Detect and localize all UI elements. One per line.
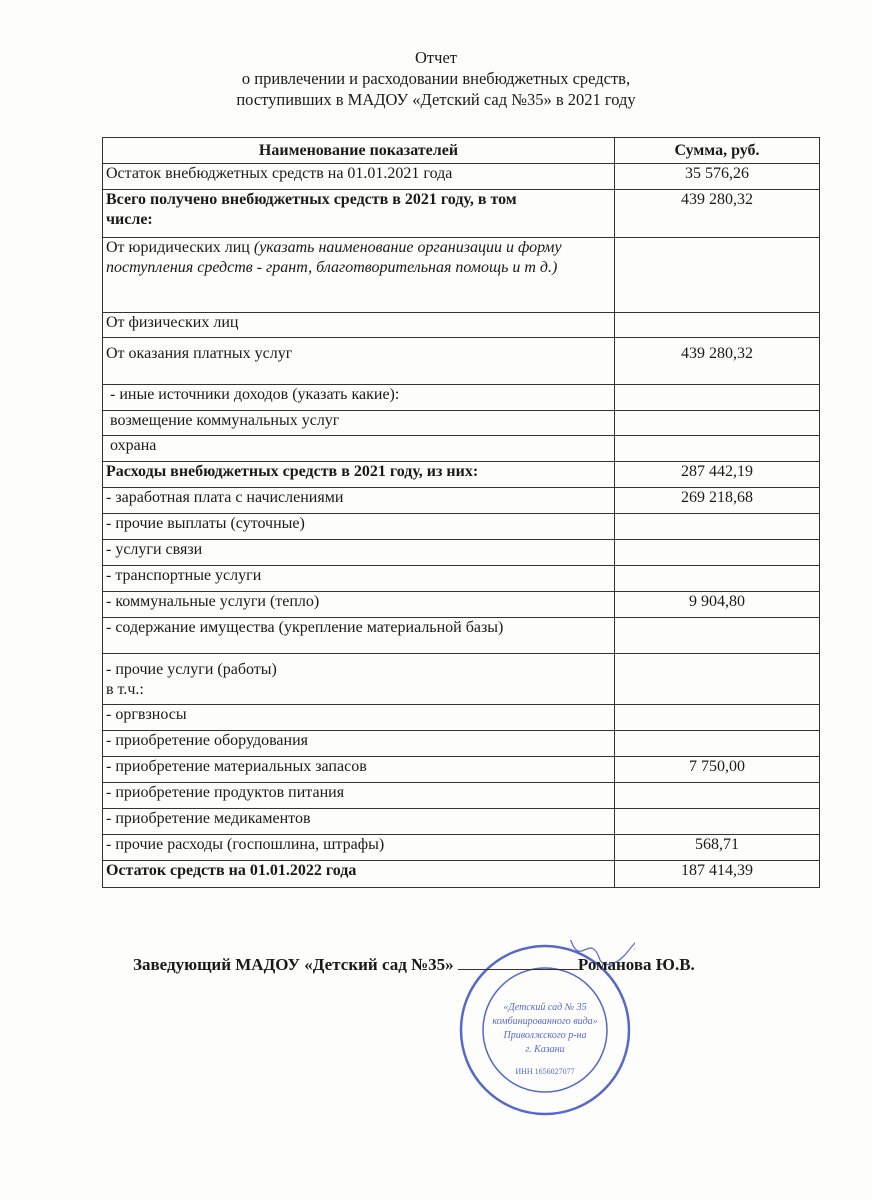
row-label: - оргвзносы	[103, 705, 615, 731]
row-value	[615, 809, 820, 835]
row-value: 269 218,68	[615, 488, 820, 514]
table-row	[103, 190, 820, 238]
row-label: От оказания платных услуг	[103, 338, 615, 385]
stamp-text: комбинированного вида»	[492, 1016, 598, 1027]
row-label: От физических лиц	[103, 313, 615, 338]
row-label-line1: - прочие услуги (работы)	[106, 661, 277, 678]
row-note: (указать наименование организации и форму поступления средств - грант, благотворительная помощь и т д.)	[106, 239, 562, 276]
report-subtitle-1: о привлечении и расходовании внебюджетных средств,	[241, 69, 631, 88]
stamp-text: «Детский сад № 35	[503, 1002, 587, 1013]
table-row	[103, 783, 820, 809]
stamp-text: г. Казани	[525, 1044, 565, 1055]
stamp-inn: ИНН 1656027077	[515, 1067, 575, 1076]
table-row	[103, 164, 820, 190]
row-value	[615, 731, 820, 757]
row-value	[615, 514, 820, 540]
table-row	[103, 411, 820, 436]
row-value	[615, 618, 820, 654]
row-value	[615, 566, 820, 592]
table-row	[103, 654, 820, 705]
row-value	[615, 783, 820, 809]
row-label: - приобретение материальных запасов	[103, 757, 615, 783]
row-label: - приобретение продуктов питания	[103, 783, 615, 809]
table-row	[103, 835, 820, 861]
table-row	[103, 731, 820, 757]
row-value: 9 904,80	[615, 592, 820, 618]
table-row	[103, 757, 820, 783]
row-label-text: От юридических лиц	[106, 239, 250, 256]
row-label	[103, 238, 615, 313]
row-value	[615, 411, 820, 436]
report-subtitle-2: поступивших в МАДОУ «Детский сад №35» в 2021 году	[236, 90, 636, 109]
row-value: 287 442,19	[615, 462, 820, 488]
header-indicator: Наименование показателей	[103, 138, 615, 164]
signer-name: Романова Ю.В.	[577, 955, 695, 974]
row-value	[615, 540, 820, 566]
row-label: Расходы внебюджетных средств в 2021 году, из них:	[103, 462, 615, 488]
report-title: Отчет	[415, 48, 457, 67]
table-row	[103, 436, 820, 462]
table-row	[103, 618, 820, 654]
row-value: 7 750,00	[615, 757, 820, 783]
row-label: - транспортные услуги	[103, 566, 615, 592]
row-label: - прочие выплаты (суточные)	[103, 514, 615, 540]
table-row	[103, 514, 820, 540]
row-label: - содержание имущества (укрепление материальной базы)	[103, 618, 615, 654]
row-value: 35 576,26	[615, 164, 820, 190]
row-value: 568,71	[615, 835, 820, 861]
table-row	[103, 861, 820, 888]
row-label: - приобретение медикаментов	[103, 809, 615, 835]
row-value: 439 280,32	[615, 190, 820, 238]
table-header	[103, 138, 820, 164]
row-value	[615, 654, 820, 705]
row-value	[615, 238, 820, 313]
row-label: охрана	[103, 436, 615, 462]
table-row	[103, 238, 820, 313]
row-label: Остаток внебюджетных средств на 01.01.2021 года	[103, 164, 615, 190]
table-row	[103, 488, 820, 514]
stamp-text: Приволжского р-на	[503, 1030, 587, 1041]
row-label: - приобретение оборудования	[103, 731, 615, 757]
row-label: - коммунальные услуги (тепло)	[103, 592, 615, 618]
table-row	[103, 338, 820, 385]
row-label: возмещение коммунальных услуг	[103, 411, 615, 436]
signature-blank	[458, 955, 578, 970]
table-row	[103, 566, 820, 592]
report-table	[102, 137, 820, 888]
row-label: - иные источники доходов (указать какие):	[103, 385, 615, 411]
table-row	[103, 592, 820, 618]
row-value	[615, 436, 820, 462]
row-label: - услуги связи	[103, 540, 615, 566]
row-label-line2: в т.ч.:	[106, 681, 144, 698]
header-sum: Сумма, руб.	[615, 138, 820, 164]
row-label	[103, 654, 615, 705]
row-label: - прочие расходы (госпошлина, штрафы)	[103, 835, 615, 861]
row-label: Всего получено внебюджетных средств в 2021 году, в том числе:	[103, 190, 615, 238]
row-value: 187 414,39	[615, 861, 820, 888]
signature-line	[133, 955, 695, 975]
table-row	[103, 385, 820, 411]
table-row	[103, 313, 820, 338]
row-value: 439 280,32	[615, 338, 820, 385]
signer-position: Заведующий МАДОУ «Детский сад №35»	[133, 955, 454, 974]
table-row	[103, 540, 820, 566]
row-label: Остаток средств на 01.01.2022 года	[103, 861, 615, 888]
row-value	[615, 313, 820, 338]
table-row	[103, 462, 820, 488]
row-value	[615, 385, 820, 411]
row-label: - заработная плата с начислениями	[103, 488, 615, 514]
row-value	[615, 705, 820, 731]
table-row	[103, 809, 820, 835]
table-row	[103, 705, 820, 731]
